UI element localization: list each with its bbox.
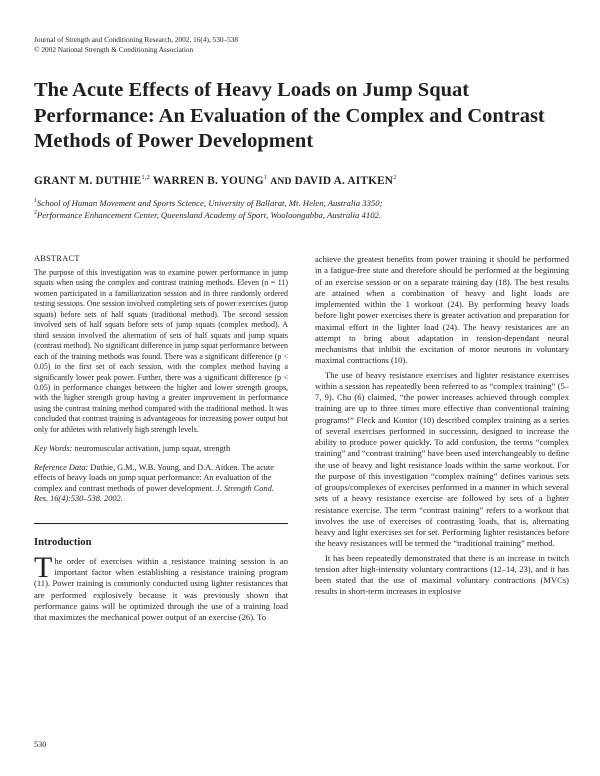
- abstract-heading: ABSTRACT: [34, 254, 80, 263]
- author-name: GRANT M. DUTHIE: [34, 174, 142, 187]
- reference-data: [34, 463, 288, 505]
- body-paragraph: The use of heavy resistance exercises and lighter resistance exercises within a session has repeatedly been referred to as “complex training” (5–7, 9). Chu (6) claimed, “the power increases achieved through complex training are up to three times more effective than conventional training programs!” Fleck and Kontor (10) described complex training as a series of several exercises performed in succession, designed to increase the ability to produce power quickly. To add confusion, the terms “complex training” and “contrast training” have been used interchangeably to define the use of heavy and light resistance loads within the same workout. For the purpose of this investigation “complex training” defines various sets of groups/complexes of exercises performed in a manner in which several sets of a heavy resistance exercise are followed by sets of a lighter resistance exercise. The term “contrast training” refers to a workout that involves the use of exercises of contrasting loads, that is, alternating heavy and light exercises set for set. Performing lighter resistances before the heavy resistances will be termed the “traditional training” method.: [315, 369, 569, 549]
- keywords-label: Key Words:: [34, 444, 73, 454]
- author-list: [34, 174, 397, 187]
- drop-cap: T: [34, 550, 53, 584]
- reference-text: Duthie, G.M., W.B. Young, and D.A. Aitken. The acute effects of heavy loads on jump squat performance: An evaluation of the complex and contrast methods of power development.: [34, 462, 274, 493]
- reference-journal: J. Strength Cond. Res. 16(4):530–538. 2002.: [34, 483, 274, 504]
- journal-citation-line: Journal of Strength and Conditioning Research, 2002, 16(4), 530–538: [34, 35, 239, 44]
- author-affil-marker: 1,2: [141, 174, 151, 181]
- affiliation-1: $^1$School of Human Movement and Sports Science, University of Ballarat, Mt. Helen, Australia 3350;: [34, 198, 383, 208]
- right-column: [315, 254, 569, 598]
- body-paragraph: It has been repeatedly demonstrated that there is an increase in twitch tension after high-intensity voluntary contractions (12–14, 23), and it has been stated that the use of maximal voluntary contractions (MVCs) results in short-term increases in explosive: [315, 552, 569, 597]
- copyright-line: © 2002 National Strength & Conditioning Association: [34, 45, 194, 54]
- author-affil-marker: 2: [393, 174, 397, 181]
- author-name: DAVID A. AITKEN: [294, 174, 394, 187]
- section-divider: [34, 523, 288, 524]
- author-conjunction: AND: [270, 175, 292, 187]
- introduction-heading: Introduction: [34, 536, 92, 548]
- left-column: [34, 254, 288, 623]
- keywords: [34, 444, 288, 455]
- author-name: WARREN B. YOUNG: [152, 174, 264, 187]
- journal-header: [34, 35, 238, 55]
- body-paragraph: achieve the greatest benefits from power training it should be performed in a fatigue-free state and therefore should be performed at the beginning of an exercise session or on a separate training day (18). The best results are attained when a combination of heavy and light loads are implemented within the 1 workout (24). By performing heavy loads before light power exercises there is greater activation and preparation for maximal effort in the lighter load (24). The heavy resistances are an attempt to bring about adaptation in tension-dependant neural mechanisms that inhibit the excitation of motor neurons in voluntary maximal contractions (10).: [315, 254, 569, 366]
- introduction-paragraph: The order of exercises within a resistance training session is an important factor when establishing a resistance training program (11). Power training is commonly conducted using lighter resistances that are performed explosively because it was previously shown that performance gains will be optimized through the use of a training load that maximizes the mechanical power output of an exercise (26). To: [34, 550, 288, 622]
- affiliation-2: $^2$Performance Enhancement Center, Queensland Academy of Sport, Wooloongabba, Australia 4102.: [34, 210, 382, 220]
- reference-label: Reference Data:: [34, 462, 89, 472]
- author-affil-marker: 1: [263, 174, 268, 181]
- page-number: 530: [34, 740, 47, 749]
- abstract-text: The purpose of this investigation was to examine power performance in jump squats when using the complex and contrast training methods. Eleven (n = 11) women participated in a familiarization session and in three randomly ordered testing sessions. One session involved completing sets of power exercises (jump squats) before sets of half squats (traditional method). The second session involved sets of half squats before sets of jump squats (complex method). A third session involved the alternation of sets of half squats and jump squats (contrast method). No significant difference in jump squat performance between each of the training methods was found. There was a significant difference (p < 0.05) in the first set of each session, with the complex method having a significantly lower peak power. Further, there was a significant difference (p < 0.05) in performance changes between the higher and lower strength groups, with the higher strength group having a greater improvement in performance using the contrast training method compared with the traditional method. It was concluded that contrast training is advantageous for increasing power output but only for athletes with relatively high strength levels.: [34, 268, 288, 434]
- article-title: The Acute Effects of Heavy Loads on Jump Squat Performance: An Evaluation of the Complex and Contrast Methods of Power Development: [34, 79, 545, 152]
- keywords-text: neuromuscular activation, jump squat, strength: [74, 444, 231, 454]
